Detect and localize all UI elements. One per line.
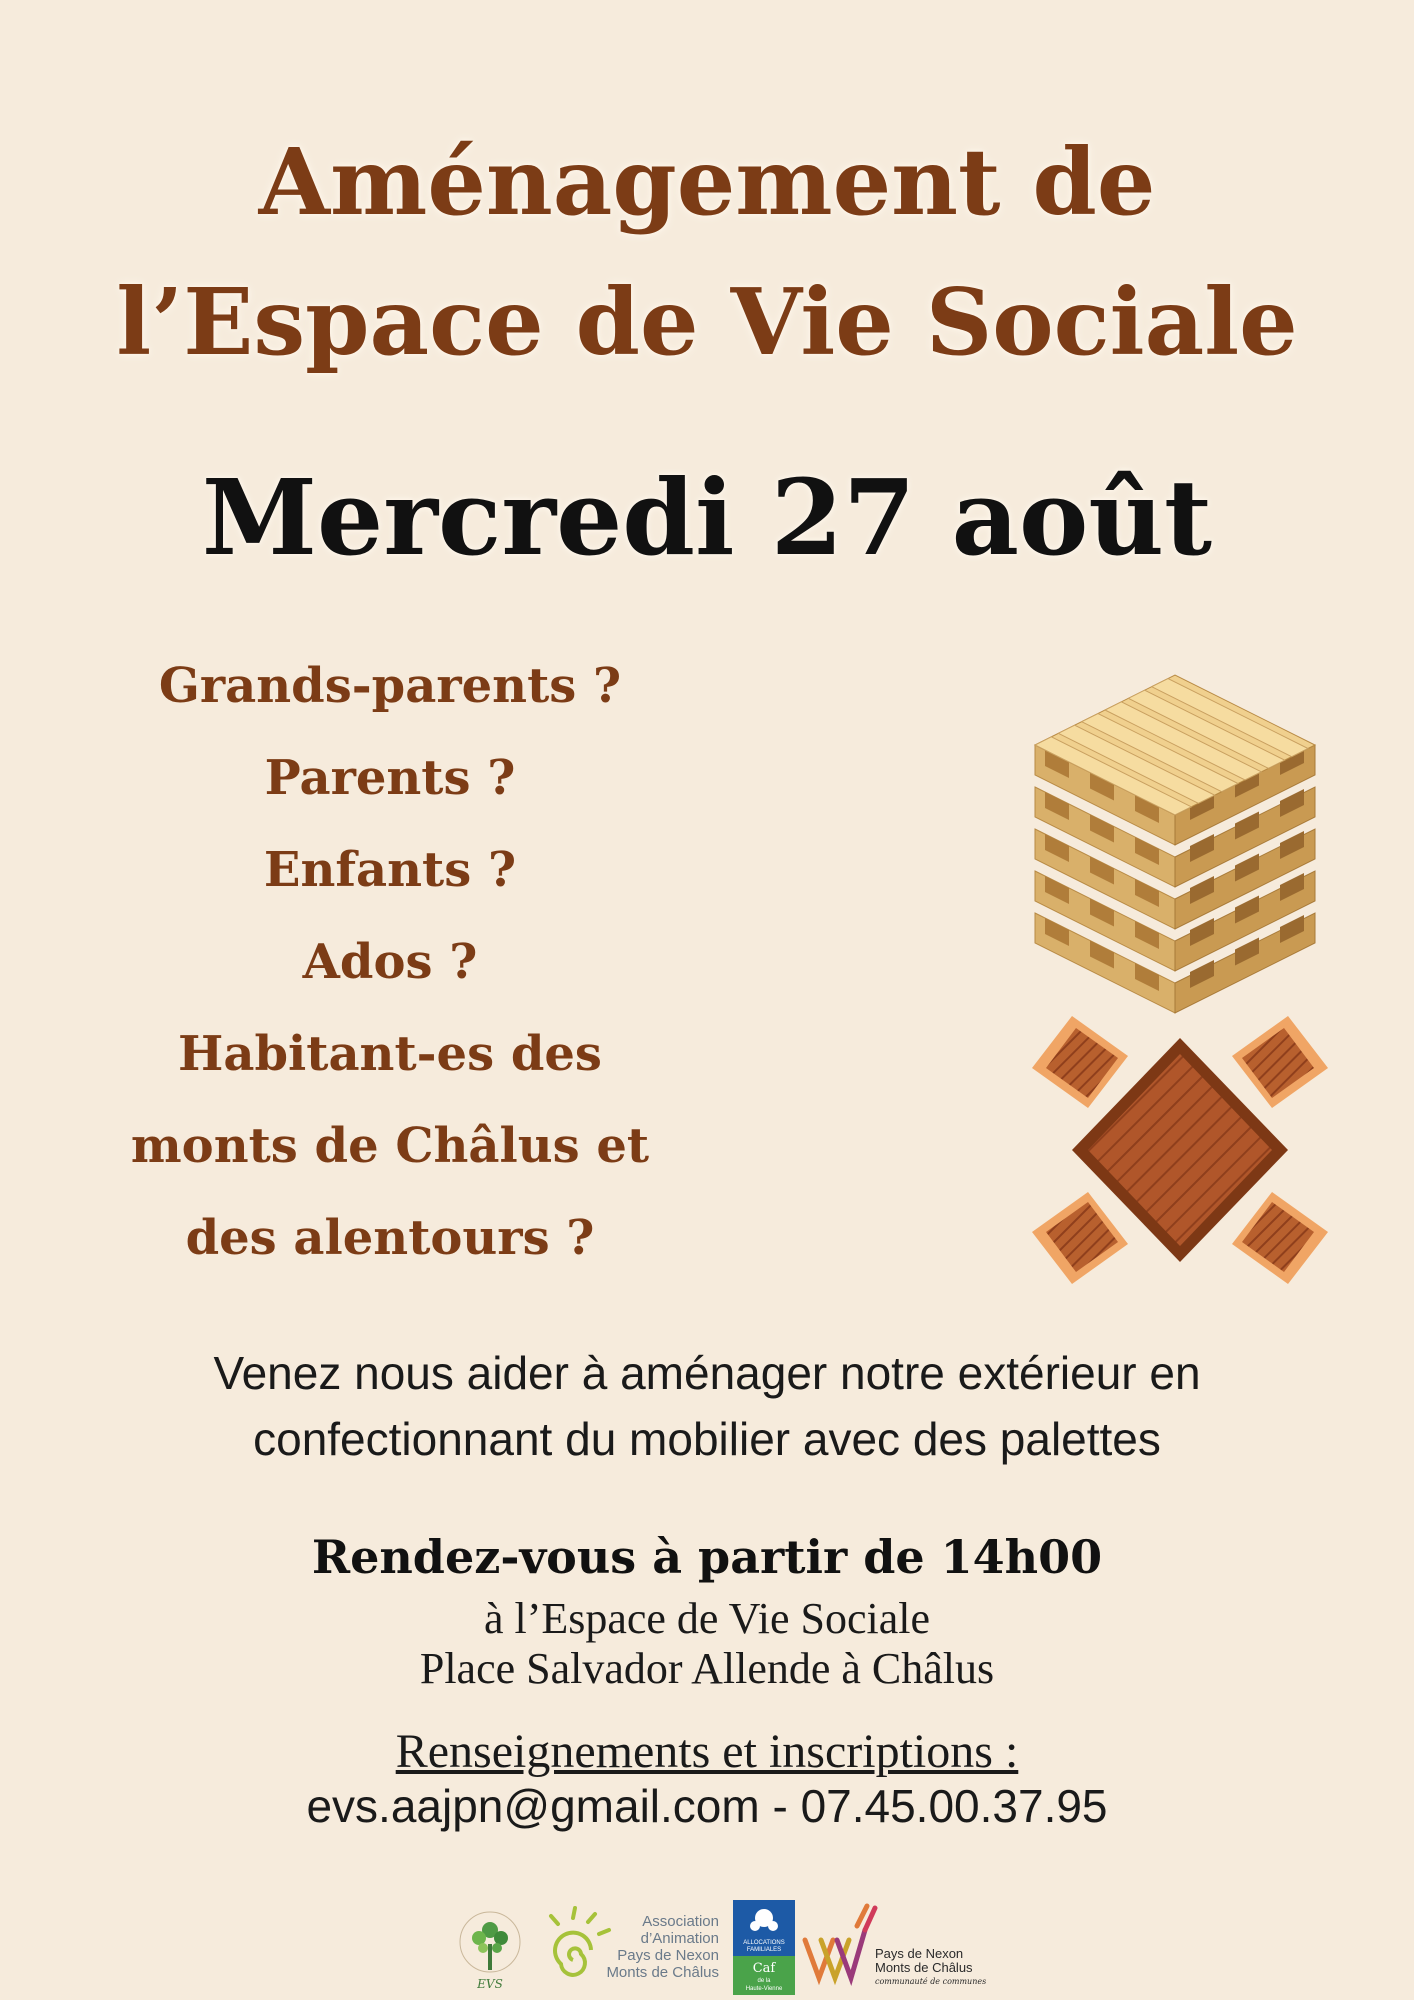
caf-icon bbox=[733, 1900, 795, 1995]
chair-top-left bbox=[1032, 1016, 1128, 1108]
info-heading: Renseignements et inscriptions : bbox=[395, 1725, 1019, 1778]
association-line-1: Association bbox=[642, 1913, 719, 1930]
intro-text bbox=[0, 1340, 1414, 1472]
pays-line-1: Pays de Nexon bbox=[875, 1946, 964, 1961]
chair-top-right bbox=[1232, 1016, 1328, 1108]
caf-line-1: ALLOCATIONS bbox=[743, 1940, 785, 1946]
association-line-2: d’Animation bbox=[640, 1930, 719, 1947]
chevrons-icon bbox=[801, 1900, 987, 1995]
association-logo bbox=[533, 1900, 723, 1995]
table-chairs-icon bbox=[1030, 1010, 1330, 1290]
question-item: des alentours ? bbox=[185, 1210, 595, 1266]
event-date: Mercredi 27 août bbox=[201, 456, 1213, 579]
chair-bottom-right bbox=[1232, 1192, 1328, 1284]
question-item: Enfants ? bbox=[263, 842, 517, 898]
question-item: Grands-parents ? bbox=[158, 658, 622, 714]
question-item: Habitant-es des bbox=[178, 1026, 602, 1082]
pays-line-3: communauté de communes bbox=[875, 1977, 987, 1986]
evs-initials: EVS bbox=[477, 1977, 503, 1991]
caf-logo bbox=[733, 1900, 795, 1995]
rendezvous-time: Rendez-vous à partir de 14h00 bbox=[311, 1530, 1103, 1584]
event-address bbox=[0, 1594, 1414, 1694]
title-line-1: Aménagement de bbox=[258, 128, 1156, 236]
intro-line-2: confectionnant du mobilier avec des palettes bbox=[253, 1413, 1161, 1465]
address-line-1: à l’Espace de Vie Sociale bbox=[483, 1594, 931, 1643]
title-line-2: l’Espace de Vie Sociale bbox=[116, 268, 1298, 376]
pallet-stack-illustration bbox=[1025, 645, 1325, 975]
intro-line-1: Venez nous aider à aménager notre extérieur en bbox=[213, 1347, 1201, 1399]
caf-line-2: FAMILIALES bbox=[746, 1947, 782, 1953]
question-item: Ados ? bbox=[302, 934, 478, 990]
evs-logo bbox=[455, 1900, 525, 1995]
association-line-3: Pays de Nexon bbox=[617, 1947, 719, 1964]
contact-details: evs.aajpn@gmail.com - 07.45.00.37.95 bbox=[306, 1780, 1108, 1832]
question-item: Parents ? bbox=[264, 750, 516, 806]
tree-icon bbox=[455, 1900, 525, 1995]
address-line-2: Place Salvador Allende à Châlus bbox=[419, 1644, 995, 1693]
chair-bottom-left bbox=[1032, 1192, 1128, 1284]
table-chairs-illustration bbox=[1030, 1010, 1330, 1290]
caf-line-5: Haute-Vienne bbox=[745, 1986, 783, 1992]
audience-questions bbox=[90, 640, 690, 1284]
spiral-sun-icon bbox=[533, 1900, 723, 1995]
pays-line-2: Monts de Châlus bbox=[875, 1960, 973, 1975]
caf-line-4: de la bbox=[757, 1978, 771, 1984]
question-item: monts de Châlus et bbox=[130, 1118, 650, 1174]
pallet-stack-icon bbox=[1025, 645, 1325, 975]
partner-logos bbox=[455, 1900, 987, 1995]
pays-nexon-logo bbox=[801, 1900, 987, 1995]
caf-line-3: Caf bbox=[752, 1961, 776, 1976]
association-line-4: Monts de Châlus bbox=[606, 1964, 719, 1981]
